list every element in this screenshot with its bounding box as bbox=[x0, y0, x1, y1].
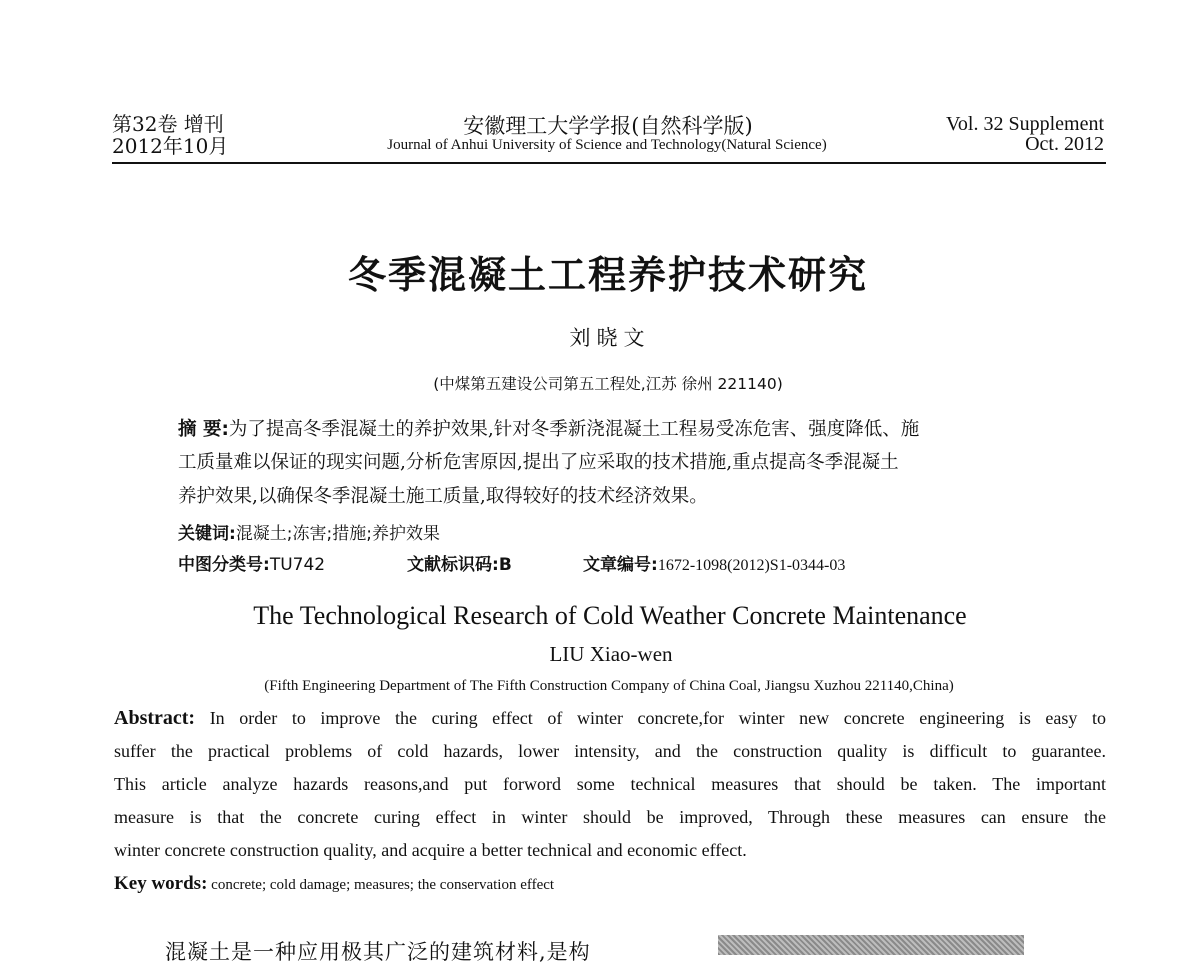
abstract-en-line-5: winter concrete construction quality, and acquire a better technical and economic effect. bbox=[114, 840, 747, 860]
doc-code-value: B bbox=[498, 555, 512, 575]
header-rule bbox=[112, 162, 1106, 164]
abstract-cn-line-3: 养护效果,以确保冬季混凝土施工质量,取得较好的技术经济效果。 bbox=[178, 486, 708, 507]
author-en: LIU Xiao-wen bbox=[549, 642, 673, 666]
keywords-en-label: Key words: bbox=[114, 873, 208, 894]
abstract-en-label: Abstract: bbox=[114, 707, 196, 729]
abstract-en-text-1: In order to improve the curing effect of winter concrete,for winter new concrete engineering is easy to bbox=[209, 708, 1106, 728]
volume-supplement-en: Vol. 32 Supplement bbox=[946, 113, 1104, 135]
keywords-cn-label: 关键词: bbox=[178, 524, 236, 544]
clc-label: 中图分类号: bbox=[178, 555, 270, 575]
article-number-value: 1672-1098(2012)S1-0344-03 bbox=[657, 557, 846, 574]
figure-placeholder bbox=[718, 935, 1024, 955]
keywords-en-text: concrete; cold damage; measures; the conservation effect bbox=[211, 877, 555, 893]
keywords-cn-text: 混凝土;冻害;措施;养护效果 bbox=[235, 524, 440, 544]
paper-title-cn: 冬季混凝土工程养护技术研究 bbox=[347, 252, 869, 297]
abstract-en-line-2: suffer the practical problems of cold hazards, lower intensity, and the construction quality is difficult to guarantee. bbox=[114, 741, 1106, 761]
abstract-en-line-1 bbox=[114, 702, 1106, 735]
affiliation-cn: (中煤第五建设公司第五工程处,江苏 徐州 221140) bbox=[433, 375, 783, 393]
abstract-en-line-3: This article analyze hazards reasons,and put forword some technical measures that should be taken. The important bbox=[114, 774, 1106, 794]
keywords-cn bbox=[178, 519, 440, 544]
date-en: Oct. 2012 bbox=[1025, 133, 1104, 155]
abstract-cn-line-1 bbox=[178, 413, 919, 447]
body-text-start: 混凝土是一种应用极其广泛的建筑材料,是构 bbox=[165, 940, 591, 964]
clc-number bbox=[178, 550, 325, 575]
abstract-cn-line-2: 工质量难以保证的现实问题,分析危害原因,提出了应采取的技术措施,重点提高冬季混凝土 bbox=[178, 452, 899, 473]
article-number bbox=[583, 550, 845, 575]
doc-code-label: 文献标识码: bbox=[407, 555, 499, 575]
paper-title-en: The Technological Research of Cold Weather Concrete Maintenance bbox=[253, 601, 967, 630]
abstract-cn-label: 摘 要: bbox=[178, 419, 229, 440]
abstract-cn-text-1: 为了提高冬季混凝土的养护效果,针对冬季新浇混凝土工程易受冻危害、强度降低、施 bbox=[228, 419, 920, 440]
date-cn: 2012年10月 bbox=[112, 134, 229, 158]
article-number-label: 文章编号: bbox=[583, 555, 658, 575]
author-cn: 刘晓文 bbox=[569, 326, 651, 350]
affiliation-en: (Fifth Engineering Department of The Fifth Construction Company of China Coal, Jiangsu Xuzhou 221140,China) bbox=[264, 678, 954, 694]
clc-value: TU742 bbox=[269, 555, 326, 575]
journal-title-en: Journal of Anhui University of Science and Technology(Natural Science) bbox=[387, 137, 827, 153]
journal-title-cn: 安徽理工大学学报(自然科学版) bbox=[463, 114, 753, 138]
abstract-en-line-4: measure is that the concrete curing effect in winter should be improved, Through these measures can ensure the bbox=[114, 807, 1106, 827]
keywords-en bbox=[114, 873, 554, 895]
volume-issue-cn: 第32卷 增刊 bbox=[112, 112, 224, 136]
document-code bbox=[407, 550, 512, 575]
